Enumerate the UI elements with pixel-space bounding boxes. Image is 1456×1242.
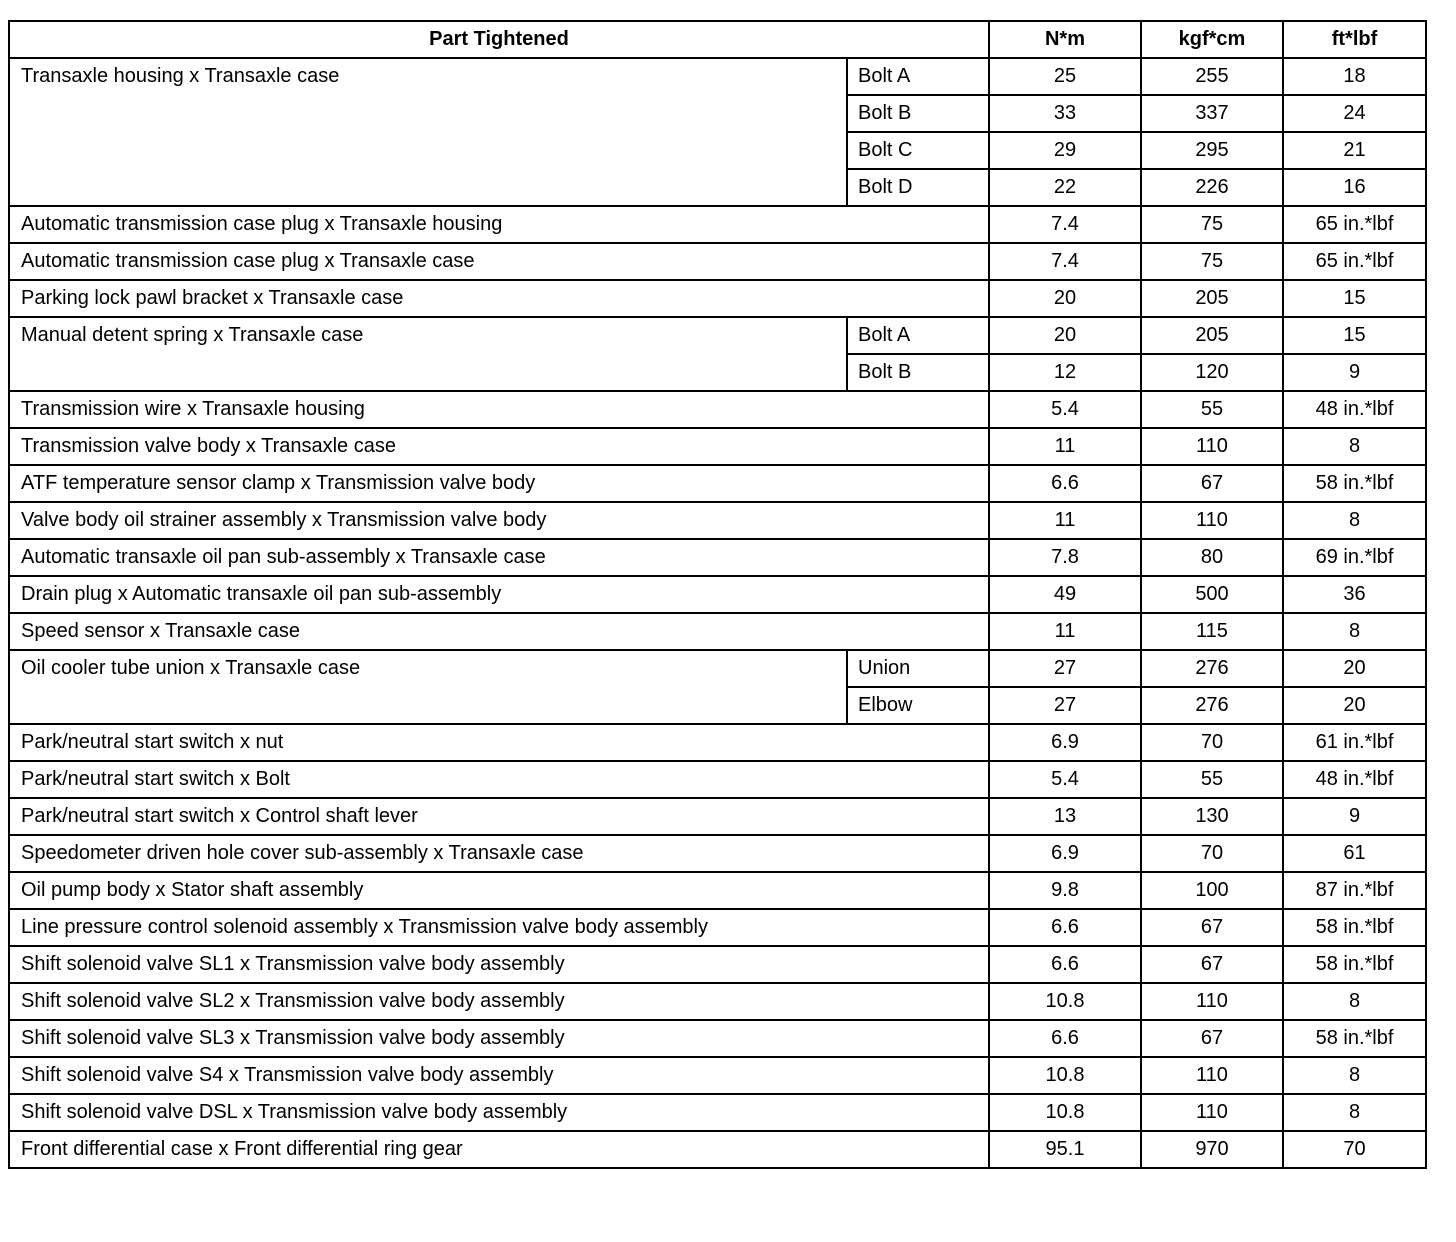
value-ft-lbf: 58 in.*lbf xyxy=(1283,946,1426,983)
part-name: Shift solenoid valve SL2 x Transmission valve body assembly xyxy=(9,983,989,1020)
value-kgf-cm: 115 xyxy=(1141,613,1283,650)
table-row xyxy=(9,613,1426,650)
value-nm: 27 xyxy=(989,650,1141,687)
value-ft-lbf: 8 xyxy=(1283,1057,1426,1094)
value-kgf-cm: 110 xyxy=(1141,1094,1283,1131)
part-name: Speedometer driven hole cover sub-assembly x Transaxle case xyxy=(9,835,989,872)
part-name: Automatic transaxle oil pan sub-assembly x Transaxle case xyxy=(9,539,989,576)
value-ft-lbf: 61 in.*lbf xyxy=(1283,724,1426,761)
table-row xyxy=(9,539,1426,576)
value-kgf-cm: 75 xyxy=(1141,243,1283,280)
part-name: Park/neutral start switch x Control shaft lever xyxy=(9,798,989,835)
value-nm: 6.9 xyxy=(989,724,1141,761)
header-part-tightened: Part Tightened xyxy=(9,21,989,58)
part-name: Shift solenoid valve SL1 x Transmission valve body assembly xyxy=(9,946,989,983)
value-nm: 11 xyxy=(989,613,1141,650)
table-row xyxy=(9,243,1426,280)
header-nm: N*m xyxy=(989,21,1141,58)
value-kgf-cm: 100 xyxy=(1141,872,1283,909)
table-row xyxy=(9,761,1426,798)
part-name: ATF temperature sensor clamp x Transmission valve body xyxy=(9,465,989,502)
value-nm: 9.8 xyxy=(989,872,1141,909)
sub-part-label: Bolt B xyxy=(847,354,989,391)
value-kgf-cm: 110 xyxy=(1141,1057,1283,1094)
value-nm: 6.9 xyxy=(989,835,1141,872)
part-name: Shift solenoid valve S4 x Transmission valve body assembly xyxy=(9,1057,989,1094)
value-ft-lbf: 15 xyxy=(1283,317,1426,354)
value-nm: 25 xyxy=(989,58,1141,95)
value-nm: 11 xyxy=(989,502,1141,539)
value-nm: 33 xyxy=(989,95,1141,132)
value-ft-lbf: 36 xyxy=(1283,576,1426,613)
value-nm: 5.4 xyxy=(989,761,1141,798)
value-nm: 6.6 xyxy=(989,1020,1141,1057)
table-row xyxy=(9,835,1426,872)
sub-part-label: Bolt A xyxy=(847,58,989,95)
table-row xyxy=(9,465,1426,502)
table-row xyxy=(9,58,1426,95)
value-ft-lbf: 8 xyxy=(1283,502,1426,539)
value-kgf-cm: 130 xyxy=(1141,798,1283,835)
sub-part-label: Bolt D xyxy=(847,169,989,206)
value-ft-lbf: 9 xyxy=(1283,354,1426,391)
value-ft-lbf: 9 xyxy=(1283,798,1426,835)
value-nm: 10.8 xyxy=(989,1094,1141,1131)
value-kgf-cm: 226 xyxy=(1141,169,1283,206)
value-kgf-cm: 67 xyxy=(1141,946,1283,983)
table-row xyxy=(9,206,1426,243)
part-name: Automatic transmission case plug x Transaxle case xyxy=(9,243,989,280)
table-row xyxy=(9,909,1426,946)
value-ft-lbf: 48 in.*lbf xyxy=(1283,761,1426,798)
value-ft-lbf: 8 xyxy=(1283,983,1426,1020)
value-ft-lbf: 70 xyxy=(1283,1131,1426,1168)
value-kgf-cm: 67 xyxy=(1141,909,1283,946)
part-name: Valve body oil strainer assembly x Transmission valve body xyxy=(9,502,989,539)
value-kgf-cm: 70 xyxy=(1141,835,1283,872)
table-row xyxy=(9,650,1426,687)
value-ft-lbf: 87 in.*lbf xyxy=(1283,872,1426,909)
value-kgf-cm: 80 xyxy=(1141,539,1283,576)
header-row xyxy=(9,21,1426,58)
part-name: Speed sensor x Transaxle case xyxy=(9,613,989,650)
table-row xyxy=(9,317,1426,354)
table-row xyxy=(9,502,1426,539)
value-ft-lbf: 8 xyxy=(1283,428,1426,465)
value-nm: 27 xyxy=(989,687,1141,724)
value-ft-lbf: 20 xyxy=(1283,650,1426,687)
value-ft-lbf: 18 xyxy=(1283,58,1426,95)
value-ft-lbf: 65 in.*lbf xyxy=(1283,206,1426,243)
table-row xyxy=(9,1094,1426,1131)
value-kgf-cm: 110 xyxy=(1141,428,1283,465)
table-row xyxy=(9,1057,1426,1094)
sub-part-label: Bolt A xyxy=(847,317,989,354)
value-ft-lbf: 16 xyxy=(1283,169,1426,206)
part-name: Park/neutral start switch x Bolt xyxy=(9,761,989,798)
part-name: Line pressure control solenoid assembly x Transmission valve body assembly xyxy=(9,909,989,946)
part-name: Oil pump body x Stator shaft assembly xyxy=(9,872,989,909)
value-kgf-cm: 205 xyxy=(1141,280,1283,317)
sub-part-label: Bolt B xyxy=(847,95,989,132)
value-kgf-cm: 120 xyxy=(1141,354,1283,391)
value-kgf-cm: 110 xyxy=(1141,983,1283,1020)
value-ft-lbf: 8 xyxy=(1283,613,1426,650)
value-kgf-cm: 110 xyxy=(1141,502,1283,539)
value-kgf-cm: 75 xyxy=(1141,206,1283,243)
value-ft-lbf: 58 in.*lbf xyxy=(1283,909,1426,946)
header-kgf-cm: kgf*cm xyxy=(1141,21,1283,58)
table-row xyxy=(9,428,1426,465)
value-kgf-cm: 276 xyxy=(1141,650,1283,687)
value-ft-lbf: 20 xyxy=(1283,687,1426,724)
value-kgf-cm: 55 xyxy=(1141,761,1283,798)
table-row xyxy=(9,946,1426,983)
value-kgf-cm: 500 xyxy=(1141,576,1283,613)
value-kgf-cm: 255 xyxy=(1141,58,1283,95)
table-row xyxy=(9,280,1426,317)
value-kgf-cm: 55 xyxy=(1141,391,1283,428)
value-kgf-cm: 67 xyxy=(1141,1020,1283,1057)
value-kgf-cm: 337 xyxy=(1141,95,1283,132)
value-ft-lbf: 58 in.*lbf xyxy=(1283,1020,1426,1057)
value-ft-lbf: 24 xyxy=(1283,95,1426,132)
value-ft-lbf: 48 in.*lbf xyxy=(1283,391,1426,428)
value-nm: 22 xyxy=(989,169,1141,206)
value-nm: 7.8 xyxy=(989,539,1141,576)
table-row xyxy=(9,983,1426,1020)
value-nm: 12 xyxy=(989,354,1141,391)
sub-part-label: Elbow xyxy=(847,687,989,724)
value-ft-lbf: 8 xyxy=(1283,1094,1426,1131)
value-nm: 20 xyxy=(989,280,1141,317)
header-ft-lbf: ft*lbf xyxy=(1283,21,1426,58)
value-kgf-cm: 70 xyxy=(1141,724,1283,761)
part-name: Parking lock pawl bracket x Transaxle case xyxy=(9,280,989,317)
sub-part-label: Union xyxy=(847,650,989,687)
value-nm: 7.4 xyxy=(989,206,1141,243)
sub-part-label: Bolt C xyxy=(847,132,989,169)
value-kgf-cm: 276 xyxy=(1141,687,1283,724)
part-name: Oil cooler tube union x Transaxle case xyxy=(9,650,847,724)
part-name: Manual detent spring x Transaxle case xyxy=(9,317,847,391)
table-row xyxy=(9,724,1426,761)
table-row xyxy=(9,798,1426,835)
table-row xyxy=(9,1131,1426,1168)
value-nm: 6.6 xyxy=(989,946,1141,983)
value-nm: 13 xyxy=(989,798,1141,835)
value-nm: 95.1 xyxy=(989,1131,1141,1168)
value-kgf-cm: 295 xyxy=(1141,132,1283,169)
part-name: Transmission valve body x Transaxle case xyxy=(9,428,989,465)
value-nm: 10.8 xyxy=(989,1057,1141,1094)
value-ft-lbf: 69 in.*lbf xyxy=(1283,539,1426,576)
table-row xyxy=(9,872,1426,909)
part-name: Drain plug x Automatic transaxle oil pan sub-assembly xyxy=(9,576,989,613)
value-ft-lbf: 65 in.*lbf xyxy=(1283,243,1426,280)
table-row xyxy=(9,576,1426,613)
value-nm: 11 xyxy=(989,428,1141,465)
part-name: Front differential case x Front differential ring gear xyxy=(9,1131,989,1168)
value-kgf-cm: 67 xyxy=(1141,465,1283,502)
value-nm: 7.4 xyxy=(989,243,1141,280)
value-ft-lbf: 61 xyxy=(1283,835,1426,872)
value-ft-lbf: 15 xyxy=(1283,280,1426,317)
value-nm: 20 xyxy=(989,317,1141,354)
torque-spec-table xyxy=(8,20,1427,1169)
part-name: Automatic transmission case plug x Transaxle housing xyxy=(9,206,989,243)
value-nm: 49 xyxy=(989,576,1141,613)
table-row xyxy=(9,391,1426,428)
value-nm: 5.4 xyxy=(989,391,1141,428)
value-kgf-cm: 970 xyxy=(1141,1131,1283,1168)
value-nm: 6.6 xyxy=(989,465,1141,502)
part-name: Shift solenoid valve SL3 x Transmission valve body assembly xyxy=(9,1020,989,1057)
value-ft-lbf: 21 xyxy=(1283,132,1426,169)
value-nm: 29 xyxy=(989,132,1141,169)
part-name: Park/neutral start switch x nut xyxy=(9,724,989,761)
value-nm: 10.8 xyxy=(989,983,1141,1020)
part-name: Transaxle housing x Transaxle case xyxy=(9,58,847,206)
value-kgf-cm: 205 xyxy=(1141,317,1283,354)
value-ft-lbf: 58 in.*lbf xyxy=(1283,465,1426,502)
part-name: Shift solenoid valve DSL x Transmission valve body assembly xyxy=(9,1094,989,1131)
table-body xyxy=(9,58,1426,1168)
part-name: Transmission wire x Transaxle housing xyxy=(9,391,989,428)
value-nm: 6.6 xyxy=(989,909,1141,946)
table-row xyxy=(9,1020,1426,1057)
